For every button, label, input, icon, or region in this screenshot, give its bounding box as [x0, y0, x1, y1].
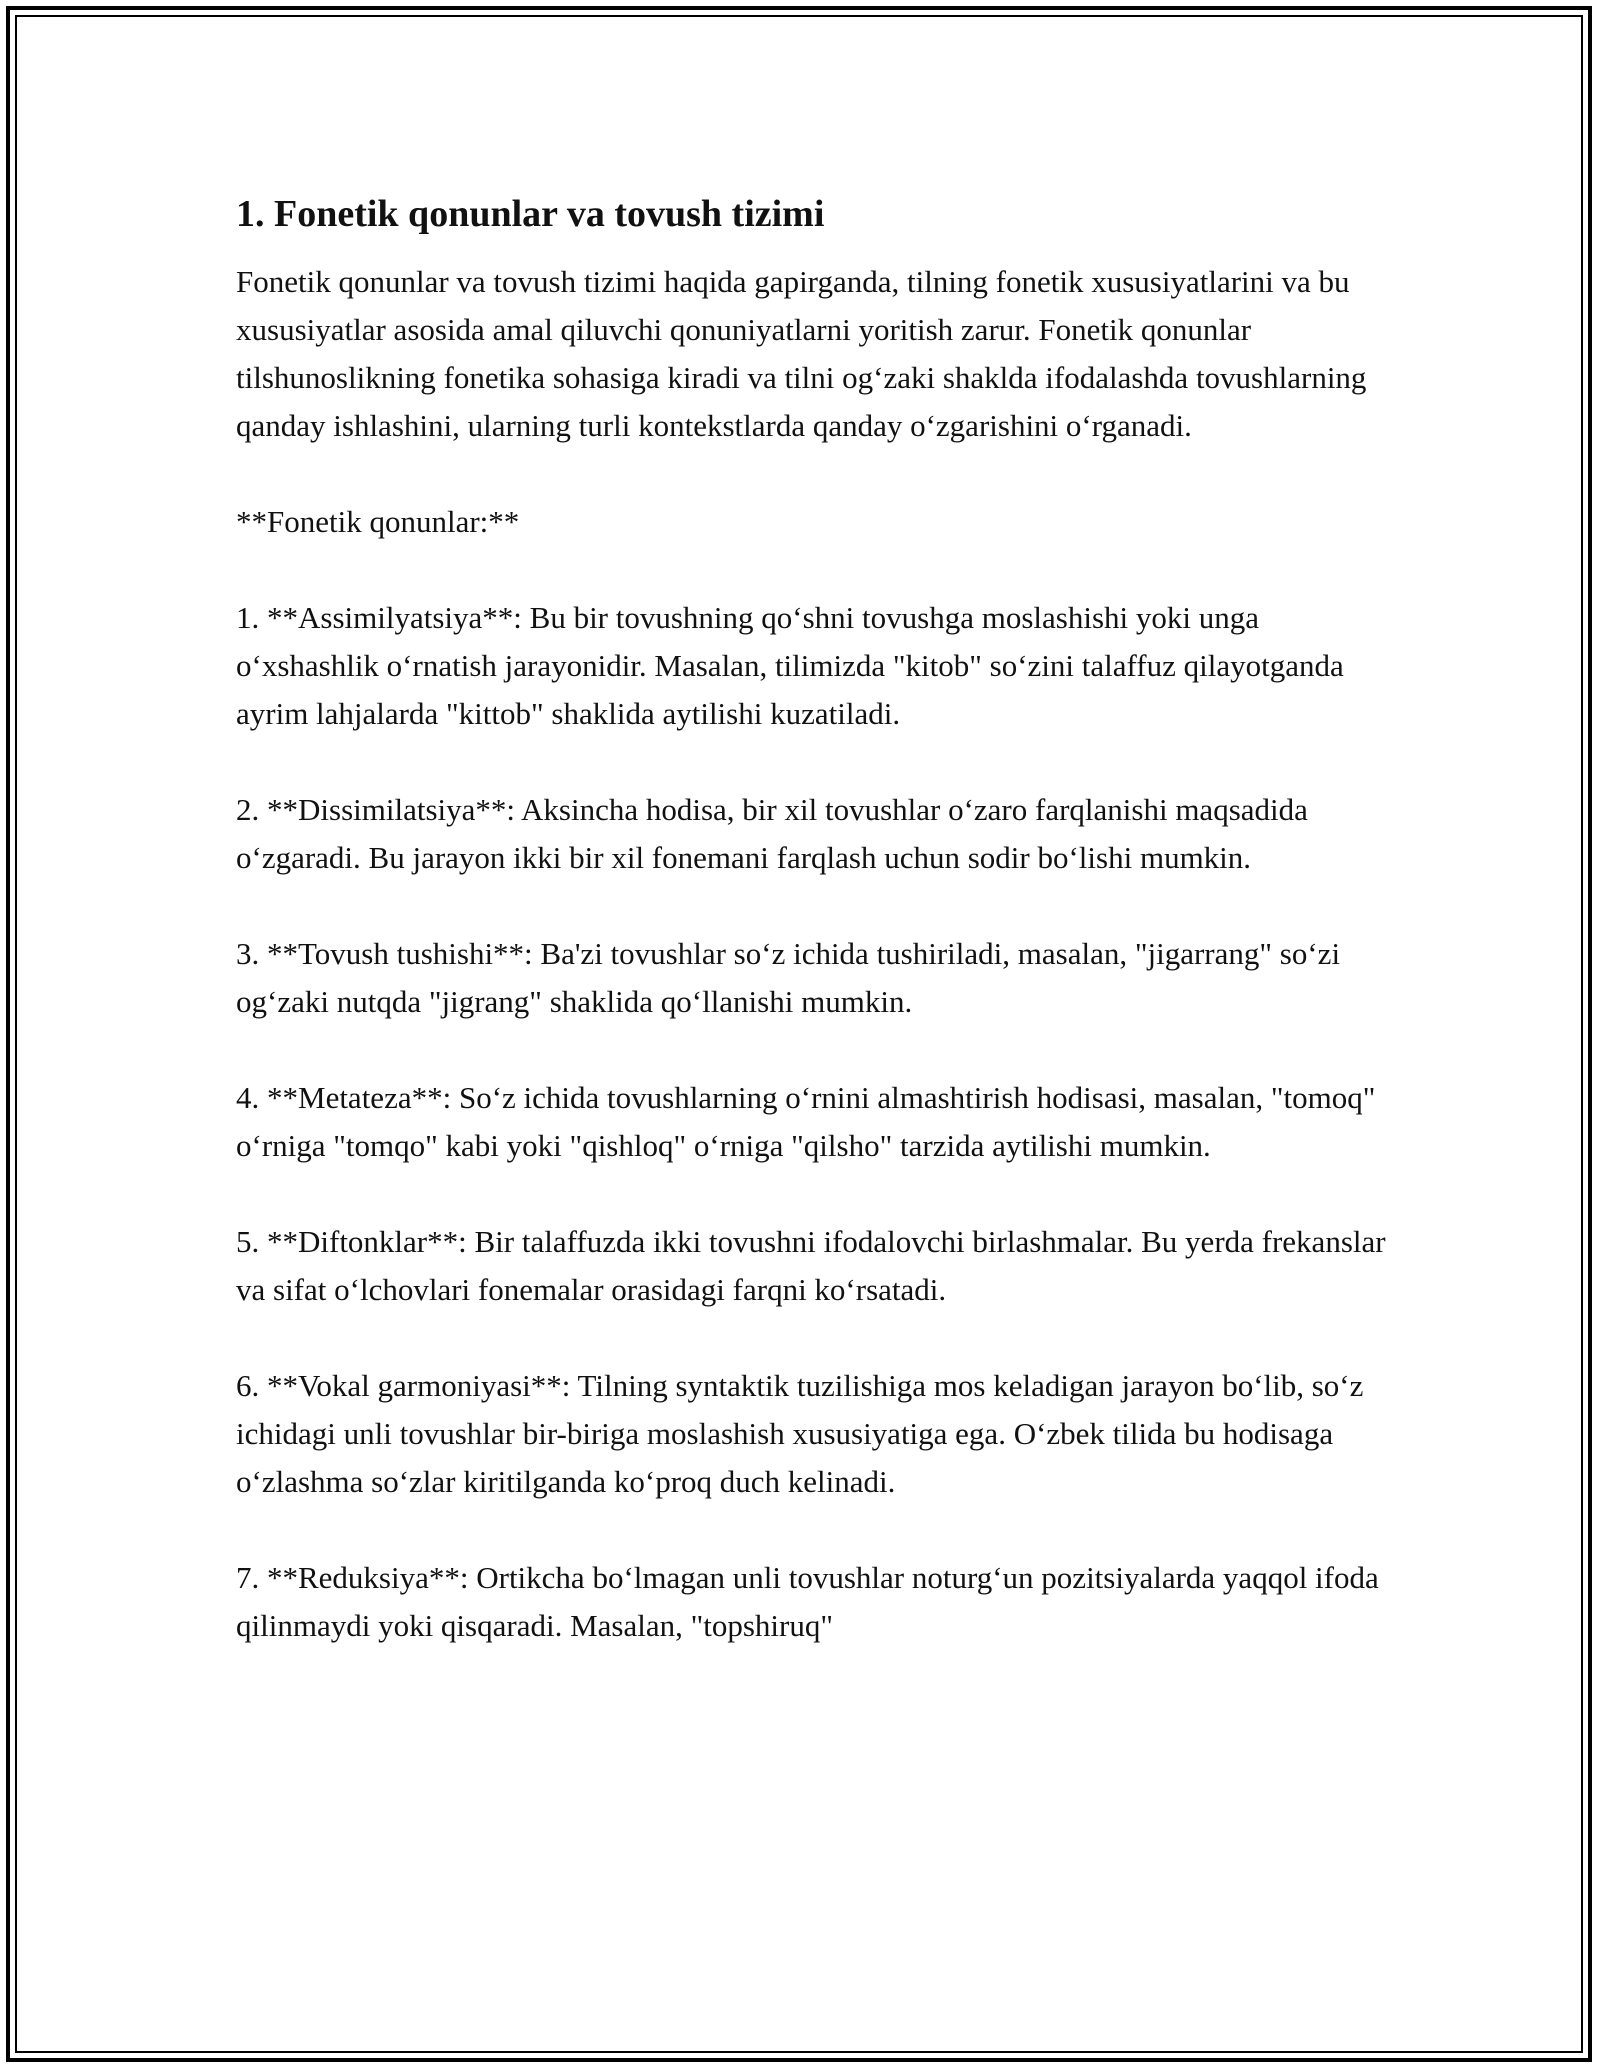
list-item-elision: 3. **Tovush tushishi**: Ba'zi tovushlar so‘z ichida tushiriladi, masalan, "jigarrang" so‘zi og‘zaki nutqda "jigrang" shaklida qo‘llanishi mumkin. — [236, 936, 1341, 1019]
section-title: 1. Fonetik qonunlar va tovush tizimi — [236, 193, 825, 235]
list-item-metathesis: 4. **Metateza**: So‘z ichida tovushlarning o‘rnini almashtirish hodisasi, masalan, "tomoq" o‘rniga "tomqo" kabi yoki "qishloq" o‘rniga "qilsho" tarzida aytilishi mumkin. — [236, 1080, 1376, 1163]
list-item-reduction: 7. **Reduksiya**: Ortikcha bo‘lmagan unli tovushlar noturg‘un pozitsiyalarda yaqqol ifoda qilinmaydi yoki qisqaradi. Masalan, "topshiruq" — [236, 1560, 1379, 1643]
list-item-dissimilation: 2. **Dissimilatsiya**: Aksincha hodisa, bir xil tovushlar o‘zaro farqlanishi maqsadida o‘zgaradi. Bu jarayon ikki bir xil fonemani farqlash uchun sodir bo‘lishi mumkin. — [236, 792, 1308, 875]
intro-paragraph: Fonetik qonunlar va tovush tizimi haqida gapirganda, tilning fonetik xususiyatlarini va bu xususiyatlar asosida amal qiluvchi qonuniyatlarni yoritish zarur. Fonetik qonunlar tilshunoslikning fonetika sohasiga kiradi va tilni og‘zaki shaklda ifodalashda tovushlarning qanday ishlashini, ularning turli kontekstlarda qanday o‘zgarishini o‘rganadi. — [236, 264, 1367, 443]
list-heading: **Fonetik qonunlar:** — [236, 504, 520, 539]
list-item-diphthongs: 5. **Diftonklar**: Bir talaffuzda ikki tovushni ifodalovchi birlashmalar. Bu yerda frekanslar va sifat o‘lchovlari fonemalar orasidagi farqni ko‘rsatadi. — [236, 1224, 1386, 1307]
document-body — [236, 188, 1386, 1650]
list-item-assimilation: 1. **Assimilyatsiya**: Bu bir tovushning qo‘shni tovushga moslashishi yoki unga o‘xshashlik o‘rnatish jarayonidir. Masalan, tilimizda "kitob" so‘zini talaffuz qilayotganda ayrim lahjalarda "kittob" shaklida aytilishi kuzatiladi. — [236, 600, 1344, 731]
list-item-vowel-harmony: 6. **Vokal garmoniyasi**: Tilning syntaktik tuzilishiga mos keladigan jarayon bo‘lib, so‘z ichidagi unli tovushlar bir-biriga moslashish xususiyatiga ega. O‘zbek tilida bu hodisaga o‘zlashma so‘zlar kiritilganda ko‘proq duch kelinadi. — [236, 1368, 1364, 1499]
